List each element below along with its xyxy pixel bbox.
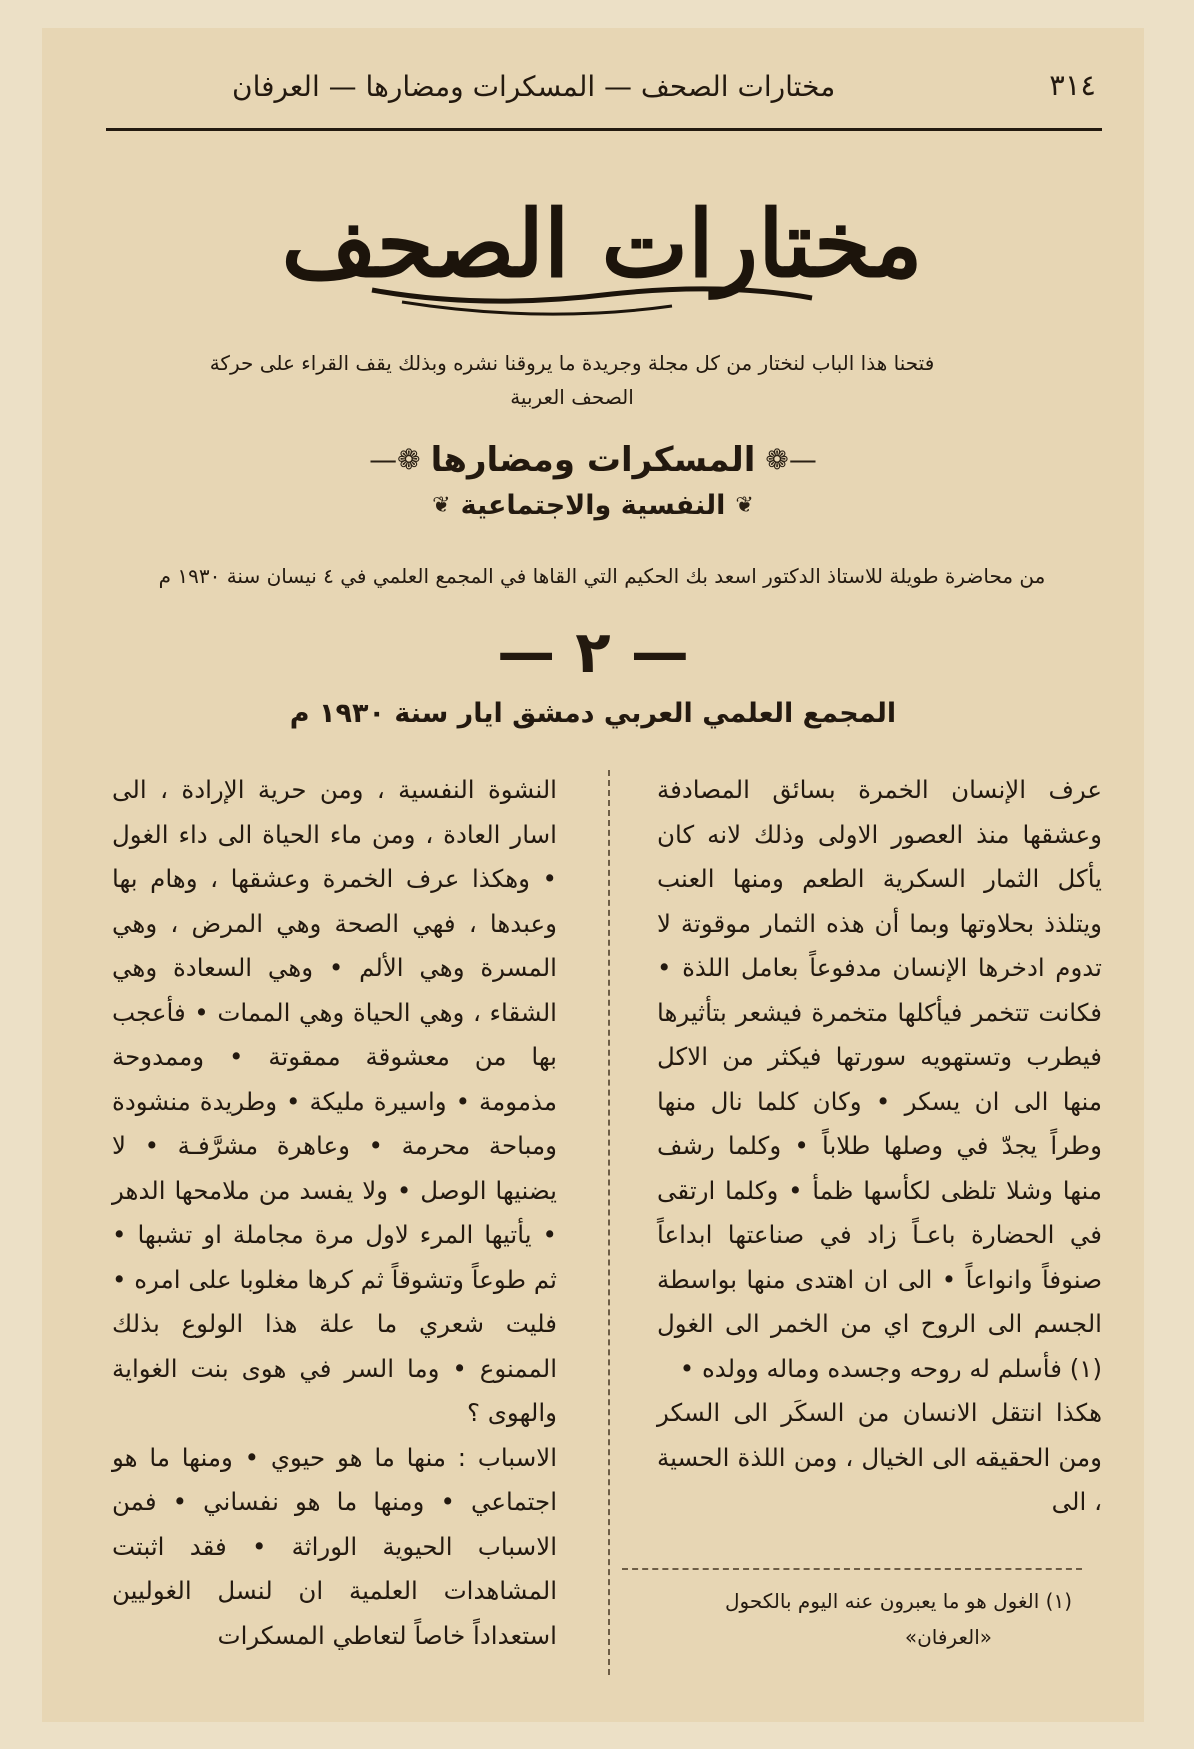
article-subtitle-line: [42, 490, 1144, 521]
article-dateline: المجمع العلمي العربي دمشق ايار سنة ١٩٣٠ م: [289, 698, 897, 729]
footnote-signature: «العرفان»: [904, 1625, 992, 1649]
footnote: [642, 1583, 1072, 1655]
article-subtitle: النفسية والاجتماعية: [460, 490, 726, 521]
paragraph: هكذا انتقل الانسان من السكَر الى السكر ومن الحقيقه الى الخيال ، ومن اللذة الحسية ، الى: [657, 1398, 1102, 1516]
article-title: المسكرات ومضارها: [430, 440, 756, 480]
ornament-icon: —❁: [765, 443, 817, 476]
paragraph: النشوة النفسية ، ومن حرية الإرادة ، الى اسار العادة ، ومن ماء الحياة الى داء الغول • وهكذا عرف الخمرة وعشقها ، وهام بها وعبدها ، فهي الصحة وهي المرض ، وهي المسرة وهي الألم • وهي السعادة وهي الشقاء ، وهي الحياة وهي الممات • فأعجب بها من معشوقة ممقوتة • وممدوحة مذمومة • واسيرة مليكة • وطريدة منشودة ومباحة محرمة • وعاهرة مشرَّفـة • لا يضنيها الوصل • ولا يفسد من ملامحها الدهر • يأتيها المرء لاول مرة مجاملة او تشبها • ثم طوعاً وتشوقاً ثم كرها مغلوبا على امره • فليت شعري ما علة هذا الولوع بذلك الممنوع • وما السر في هوى بنت الغواية والهوى ؟: [112, 775, 557, 1427]
running-title: مختارات الصحف — المسكرات ومضارها — العرفان: [232, 70, 836, 103]
paragraph: عرف الإنسان الخمرة بسائق المصادفة وعشقها منذ العصور الاولى وذلك لانه كان يأكل الثمار السكرية الطعم ومنها العنب ويتلذذ بحلاوتها وبما أن هذه الثمار موقوتة لا تدوم ادخرها الإنسان مدفوعاً بعامل اللذة • فكانت تتخمر فيأكلها متخمرة فيشعر بتأثيرها فيطرب وتستهويه سورتها فيكثر من الاكل منها الى ان يسكر • وكان كلما نال منها وطراً يجدّ في وصلها طلاباً • وكلما رشف منها وشلا تلظى لكأسها ظمأ • وكلما ارتقى في الحضارة باعـاً زاد في صناعتها ابداعاً صنوفاً وانواعاً • الى ان اهتدى منها بواسطة الجسم الى الروح اي من الخمر الى الغول (١) فأسلم له روحه وجسده وماله وولده •: [657, 775, 1102, 1383]
footnote-text: (١) الغول هو ما يعبرون عنه اليوم بالكحول: [724, 1589, 1072, 1613]
ornament-icon: ❦: [735, 492, 754, 518]
text-column-left: [112, 768, 557, 1658]
article-title-block: [42, 440, 1144, 521]
ornament-icon: ❁—: [369, 443, 421, 476]
part-number: — ٢ —: [497, 618, 689, 686]
article-source: من محاضرة طويلة للاستاذ الدكتور اسعد بك الحكيم التي القاها في المجمع العلمي في ٤ نيسان سنة ١٩٣٠ م: [158, 564, 1046, 588]
page-paper: [42, 28, 1144, 1722]
logo-text: مختارات الصحف: [281, 190, 923, 298]
section-logo-calligraphy: [281, 178, 923, 328]
text-column-right: [657, 768, 1102, 1525]
section-intro: فتحنا هذا الباب لنختار من كل مجلة وجريدة ما يروقنا نشره وبذلك يقف القراء على حركة الصحف العربية: [209, 351, 935, 409]
footnote-rule: [622, 1568, 1082, 1570]
paragraph: الاسباب : منها ما هو حيوي • ومنها ما هو اجتماعي • ومنها ما هو نفساني • فمن الاسباب الحيوية الوراثة • فقد اثبتت المشاهدات العلمية ان لنسل الغوليين استعداداً خاصاً لتعاطي المسكرات: [112, 1442, 557, 1650]
column-divider: [608, 770, 610, 1675]
ornament-icon: ❦: [432, 492, 451, 518]
page-number: ٣١٤: [1049, 68, 1096, 102]
header-rule: [106, 128, 1102, 131]
article-title-line: [42, 440, 1144, 480]
running-header: [104, 68, 1104, 123]
